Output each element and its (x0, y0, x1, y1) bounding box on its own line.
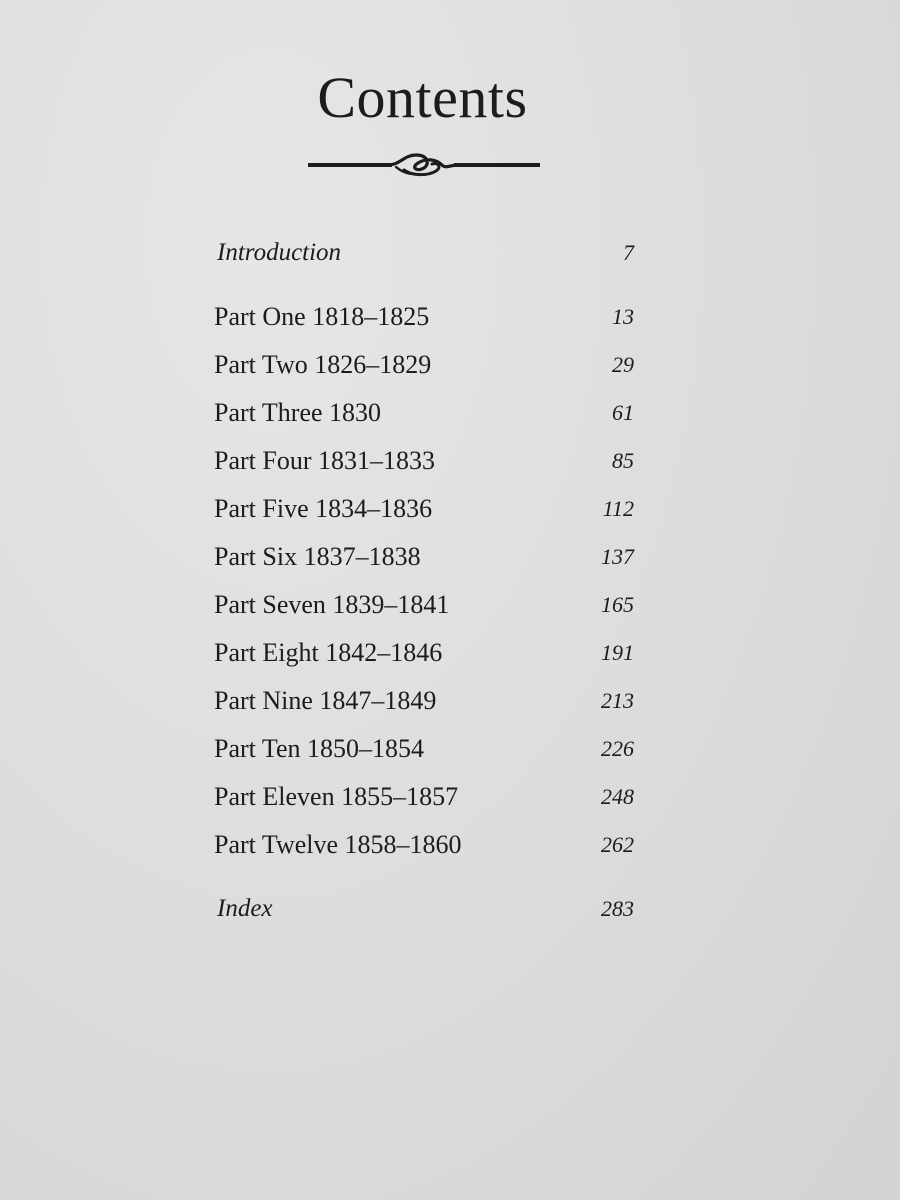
toc-entry-page-number: 7 (623, 240, 634, 265)
toc-entry (214, 300, 634, 334)
toc-entry (214, 684, 634, 718)
toc-entry-label: Part One 1818–1825 (214, 302, 430, 331)
toc-entry (214, 732, 634, 766)
toc-entry (214, 636, 634, 670)
toc-entry (214, 828, 634, 862)
toc-entry-page-number: 165 (601, 592, 634, 617)
toc-entry-page-number: 213 (601, 688, 634, 713)
toc-entry-label: Introduction (217, 239, 342, 266)
toc-entry-label: Part Five 1834–1836 (214, 494, 433, 523)
toc-entry-label: Part Eleven 1855–1857 (214, 782, 459, 811)
toc-entry (214, 348, 634, 382)
toc-entry-label: Part Four 1831–1833 (214, 446, 435, 475)
toc-entry-page-number: 191 (601, 640, 634, 665)
toc-entry-page-number: 283 (601, 896, 634, 921)
toc-entry (214, 892, 634, 926)
toc-entry-page-number: 226 (601, 736, 634, 761)
toc-entry-label: Part Twelve 1858–1860 (214, 830, 462, 859)
toc-entry-page-number: 248 (601, 784, 634, 809)
page-title: Contents (317, 65, 528, 130)
toc-entry-label: Part Three 1830 (214, 398, 382, 427)
toc-entry (214, 396, 634, 430)
toc-entry (214, 780, 634, 814)
toc-entry-label: Part Two 1826–1829 (214, 350, 432, 379)
toc-entry-page-number: 13 (612, 304, 634, 329)
toc-entry-label: Index (217, 895, 273, 922)
toc-entry (214, 540, 634, 574)
toc-entry-page-number: 262 (601, 832, 634, 857)
toc-entry-page-number: 61 (612, 400, 634, 425)
toc-entry (214, 236, 634, 270)
toc-entry (214, 444, 634, 478)
toc-entry-label: Part Ten 1850–1854 (214, 734, 425, 763)
toc-entry (214, 588, 634, 622)
toc-entry-label: Part Eight 1842–1846 (214, 638, 443, 667)
toc-entry-page-number: 85 (612, 448, 634, 473)
flourish-divider-ornament (308, 150, 540, 180)
toc-entry-label: Part Seven 1839–1841 (214, 590, 450, 619)
toc-entry-page-number: 29 (612, 352, 634, 377)
toc-entry (214, 492, 634, 526)
toc-entry-label: Part Six 1837–1838 (214, 542, 421, 571)
toc-entry-label: Part Nine 1847–1849 (214, 686, 437, 715)
toc-entry-page-number: 137 (601, 544, 634, 569)
toc-entry-page-number: 112 (602, 496, 634, 521)
